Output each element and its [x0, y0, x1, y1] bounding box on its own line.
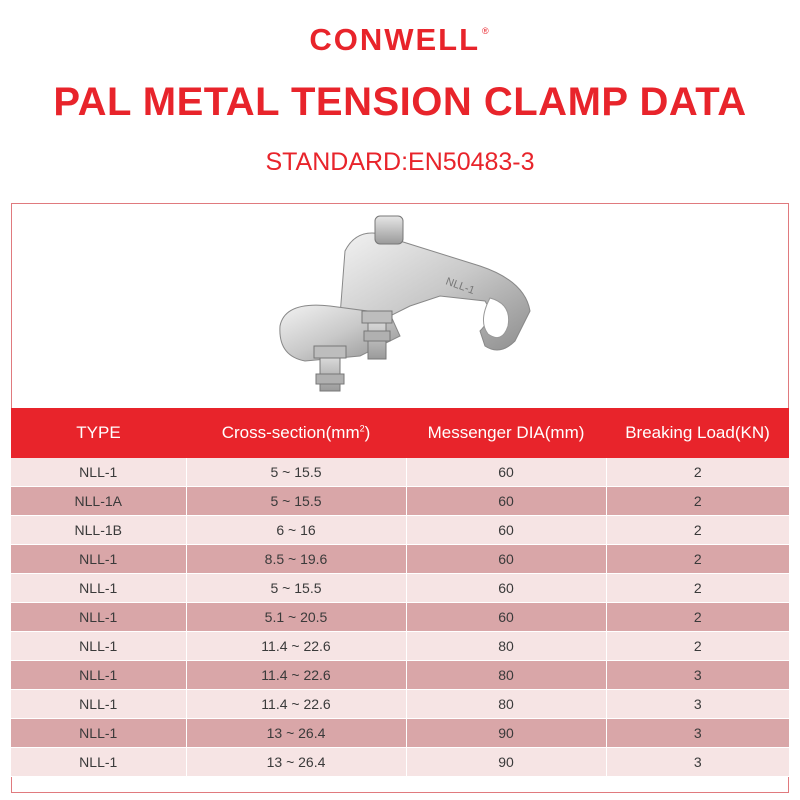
cell-messenger-dia: 60 [406, 516, 606, 545]
cell-breaking-load: 2 [606, 632, 789, 661]
cell-type: NLL-1 [11, 661, 186, 690]
cell-breaking-load: 3 [606, 748, 789, 777]
cell-messenger-dia: 90 [406, 719, 606, 748]
cell-breaking-load: 2 [606, 574, 789, 603]
cell-type: NLL-1 [11, 719, 186, 748]
col-cross-section: Cross-$section(mm^2)$ [186, 408, 406, 458]
cell-type: NLL-1 [11, 690, 186, 719]
brand-logo [0, 22, 800, 58]
cell-cross-section: 8.5 ~ 19.6 [186, 545, 406, 574]
cell-cross-section: 11.4 ~ 22.6 [186, 632, 406, 661]
table-header-row [11, 408, 789, 458]
clamp-engraving: NLL-1 [443, 275, 477, 298]
page-title: PAL METAL TENSION CLAMP DATA [53, 80, 747, 124]
cell-cross-section: 5 ~ 15.5 [186, 487, 406, 516]
table-row [11, 603, 789, 632]
cell-type: NLL-1 [11, 574, 186, 603]
cell-breaking-load: 2 [606, 545, 789, 574]
col-messenger-dia: Messenger DIA(mm) [406, 408, 606, 458]
cell-messenger-dia: 60 [406, 487, 606, 516]
table-row [11, 748, 789, 777]
table-row [11, 719, 789, 748]
cell-breaking-load: 3 [606, 661, 789, 690]
cell-breaking-load: 2 [606, 487, 789, 516]
cell-type: NLL-1B [11, 516, 186, 545]
cell-messenger-dia: 60 [406, 458, 606, 487]
cell-messenger-dia: 60 [406, 603, 606, 632]
cell-cross-section: 5 ~ 15.5 [186, 458, 406, 487]
cell-messenger-dia: 80 [406, 661, 606, 690]
table-row [11, 661, 789, 690]
cell-messenger-dia: 80 [406, 632, 606, 661]
brand-name: CONWELL [309, 22, 481, 57]
cell-breaking-load: 3 [606, 690, 789, 719]
cell-messenger-dia: 80 [406, 690, 606, 719]
cell-cross-section: 13 ~ 26.4 [186, 719, 406, 748]
standard-label: STANDARD:EN50483-3 [265, 148, 535, 176]
cell-type: NLL-1 [11, 603, 186, 632]
cell-cross-section: 11.4 ~ 22.6 [186, 661, 406, 690]
table-row [11, 487, 789, 516]
table-row [11, 632, 789, 661]
tension-clamp-image [250, 206, 540, 406]
cell-type: NLL-1 [11, 632, 186, 661]
table-row [11, 516, 789, 545]
cell-cross-section: 5 ~ 15.5 [186, 574, 406, 603]
cell-type: NLL-1A [11, 487, 186, 516]
registered-mark: ® [482, 26, 491, 36]
cell-cross-section: 11.4 ~ 22.6 [186, 690, 406, 719]
table-row [11, 574, 789, 603]
table-row [11, 458, 789, 487]
col-type: TYPE [11, 408, 186, 458]
cell-messenger-dia: 90 [406, 748, 606, 777]
clamp-data-table [11, 408, 789, 777]
cell-breaking-load: 2 [606, 603, 789, 632]
cell-cross-section: 6 ~ 16 [186, 516, 406, 545]
cell-type: NLL-1 [11, 545, 186, 574]
table-row [11, 690, 789, 719]
cell-breaking-load: 2 [606, 458, 789, 487]
cell-messenger-dia: 60 [406, 574, 606, 603]
table-row [11, 545, 789, 574]
cell-breaking-load: 3 [606, 719, 789, 748]
cell-messenger-dia: 60 [406, 545, 606, 574]
col-breaking-load: Breaking Load(KN) [606, 408, 789, 458]
cell-type: NLL-1 [11, 748, 186, 777]
cell-cross-section: 5.1 ~ 20.5 [186, 603, 406, 632]
cell-type: NLL-1 [11, 458, 186, 487]
cell-cross-section: 13 ~ 26.4 [186, 748, 406, 777]
cell-breaking-load: 2 [606, 516, 789, 545]
